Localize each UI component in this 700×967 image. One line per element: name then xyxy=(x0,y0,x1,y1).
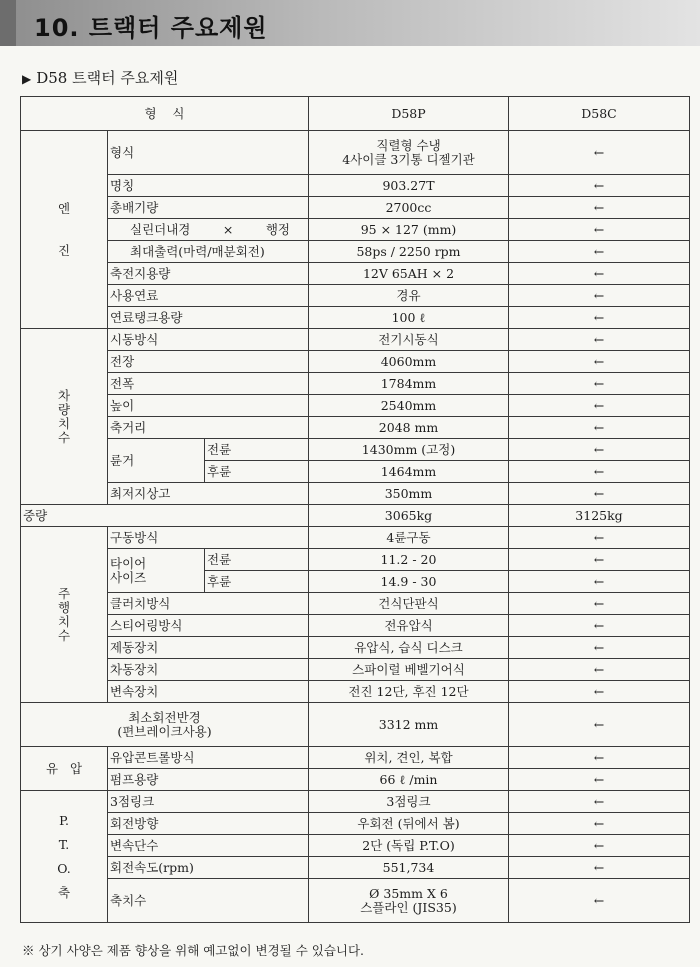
row-label: 축치수 xyxy=(108,879,309,923)
row-label: 변속장치 xyxy=(108,681,309,703)
page-title: 10. 트랙터 주요제원 xyxy=(34,14,268,42)
row-value-c: ← xyxy=(509,285,690,307)
table-row xyxy=(21,747,690,769)
row-value-p: 4륜구동 xyxy=(309,527,509,549)
row-value-c: ← xyxy=(509,307,690,329)
row-label: 전장 xyxy=(108,351,309,373)
row-label: 축거리 xyxy=(108,417,309,439)
row-value-c: ← xyxy=(509,637,690,659)
row-label: 축전지용량 xyxy=(108,263,309,285)
category-pto: P. T. O. 축 xyxy=(21,791,108,923)
table-header-row xyxy=(21,97,690,131)
row-value-c: ← xyxy=(509,241,690,263)
table-row xyxy=(21,395,690,417)
row-value-c: ← xyxy=(509,329,690,351)
section-subtitle xyxy=(22,67,178,88)
row-label-turning: 최소회전반경 (편브레이크사용) xyxy=(21,703,309,747)
row-value-c: 3125kg xyxy=(509,505,690,527)
page-header xyxy=(0,0,700,46)
row-value-c: ← xyxy=(509,197,690,219)
row-value-c: ← xyxy=(509,263,690,285)
table-row xyxy=(21,505,690,527)
row-label: 높이 xyxy=(108,395,309,417)
row-label: 3점링크 xyxy=(108,791,309,813)
row-value-p: Ø 35mm X 6 스플라인 (JIS35) xyxy=(309,879,509,923)
row-value-p: 14.9 - 30 xyxy=(309,571,509,593)
header-d58c: D58C xyxy=(509,97,690,131)
table-row xyxy=(21,703,690,747)
table-row xyxy=(21,681,690,703)
table-row xyxy=(21,615,690,637)
row-sublabel: 전륜 xyxy=(205,549,309,571)
row-label: 스티어링방식 xyxy=(108,615,309,637)
row-value-c: ← xyxy=(509,395,690,417)
row-value-c: ← xyxy=(509,439,690,461)
row-value-p: 3점링크 xyxy=(309,791,509,813)
spec-table xyxy=(20,96,690,923)
table-row xyxy=(21,285,690,307)
table-row xyxy=(21,351,690,373)
table-row xyxy=(21,857,690,879)
category-vehicle: 차 량 치 수 xyxy=(21,329,108,505)
row-value-p: 12V 65AH × 2 xyxy=(309,263,509,285)
row-label: 최저지상고 xyxy=(108,483,309,505)
row-label: 회전방향 xyxy=(108,813,309,835)
row-value-p: 1430mm (고정) xyxy=(309,439,509,461)
table-row xyxy=(21,175,690,197)
row-label: 실린더내경 × 행정 xyxy=(108,219,309,241)
row-value-p: 스파이럴 베벨기어식 xyxy=(309,659,509,681)
row-value-p: 58ps / 2250 rpm xyxy=(309,241,509,263)
row-label: 명칭 xyxy=(108,175,309,197)
row-label: 제동장치 xyxy=(108,637,309,659)
row-label-weight: 중량 xyxy=(21,505,309,527)
row-value-c: ← xyxy=(509,835,690,857)
row-value-c: ← xyxy=(509,373,690,395)
row-value-c: ← xyxy=(509,813,690,835)
row-label: 사용연료 xyxy=(108,285,309,307)
row-value-c: ← xyxy=(509,747,690,769)
category-hydraulic: 유 압 xyxy=(21,747,108,791)
table-row xyxy=(21,637,690,659)
row-label-tread: 륜거 xyxy=(108,439,205,483)
row-value-p: 3312 mm xyxy=(309,703,509,747)
row-value-p: 1464mm xyxy=(309,461,509,483)
row-value-c: ← xyxy=(509,791,690,813)
row-label: 클러치방식 xyxy=(108,593,309,615)
row-value-c: ← xyxy=(509,769,690,791)
row-value-p: 2단 (독립 P.T.O) xyxy=(309,835,509,857)
triangle-bullet-icon: ▶ xyxy=(22,72,32,86)
row-value-p: 우회전 (뒤에서 봄) xyxy=(309,813,509,835)
table-row xyxy=(21,835,690,857)
row-value-p: 95 × 127 (mm) xyxy=(309,219,509,241)
row-label-tire: 타이어 사이즈 xyxy=(108,549,205,593)
row-label: 펌프용량 xyxy=(108,769,309,791)
row-label: 최대출력(마력/매분회전) xyxy=(108,241,309,263)
table-row xyxy=(21,197,690,219)
row-value-p: 유압식, 습식 디스크 xyxy=(309,637,509,659)
row-value-c: ← xyxy=(509,417,690,439)
row-value-p: 66 ℓ /min xyxy=(309,769,509,791)
row-value-p: 위치, 견인, 복합 xyxy=(309,747,509,769)
footnote: ※ 상기 사양은 제품 향상을 위해 예고없이 변경될 수 있습니다. xyxy=(22,943,365,958)
row-value-p: 350mm xyxy=(309,483,509,505)
row-value-p: 2540mm xyxy=(309,395,509,417)
row-value-p: 11.2 - 20 xyxy=(309,549,509,571)
category-driving: 주 행 치 수 xyxy=(21,527,108,703)
row-label: 시동방식 xyxy=(108,329,309,351)
row-value-p: 2700cc xyxy=(309,197,509,219)
table-row xyxy=(21,373,690,395)
table-row xyxy=(21,813,690,835)
row-label: 총배기량 xyxy=(108,197,309,219)
table-row xyxy=(21,131,690,175)
subtitle-text: D58 트랙터 주요제원 xyxy=(36,69,179,87)
row-sublabel: 후륜 xyxy=(205,571,309,593)
row-label: 회전속도(rpm) xyxy=(108,857,309,879)
row-value-p: 전유압식 xyxy=(309,615,509,637)
row-value-c: ← xyxy=(509,659,690,681)
row-value-p: 전기시동식 xyxy=(309,329,509,351)
table-row xyxy=(21,307,690,329)
row-value-c: ← xyxy=(509,857,690,879)
table-row xyxy=(21,879,690,923)
table-row xyxy=(21,263,690,285)
row-sublabel: 전륜 xyxy=(205,439,309,461)
row-value-c: ← xyxy=(509,351,690,373)
table-row xyxy=(21,527,690,549)
row-value-p: 551,734 xyxy=(309,857,509,879)
row-value-p: 경유 xyxy=(309,285,509,307)
table-row xyxy=(21,659,690,681)
table-row xyxy=(21,439,690,461)
row-value-p: 2048 mm xyxy=(309,417,509,439)
row-value-c: ← xyxy=(509,879,690,923)
table-row xyxy=(21,791,690,813)
row-value-c: ← xyxy=(509,571,690,593)
row-value-c: ← xyxy=(509,527,690,549)
table-row xyxy=(21,417,690,439)
header-accent-bar xyxy=(0,0,16,46)
row-value-c: ← xyxy=(509,549,690,571)
row-label: 연료탱크용량 xyxy=(108,307,309,329)
row-value-p: 전진 12단, 후진 12단 xyxy=(309,681,509,703)
header-type: 형 식 xyxy=(21,97,309,131)
row-value-c: ← xyxy=(509,219,690,241)
row-label: 차동장치 xyxy=(108,659,309,681)
row-label: 형식 xyxy=(108,131,309,175)
row-value-p: 903.27T xyxy=(309,175,509,197)
row-value-p: 4060mm xyxy=(309,351,509,373)
row-value-p: 건식단판식 xyxy=(309,593,509,615)
category-engine: 엔 진 xyxy=(21,131,108,329)
table-row xyxy=(21,769,690,791)
row-value-c: ← xyxy=(509,483,690,505)
row-label: 변속단수 xyxy=(108,835,309,857)
row-label: 전폭 xyxy=(108,373,309,395)
table-row xyxy=(21,483,690,505)
row-label: 구동방식 xyxy=(108,527,309,549)
row-label: 유압콘트롤방식 xyxy=(108,747,309,769)
header-d58p: D58P xyxy=(309,97,509,131)
table-row xyxy=(21,241,690,263)
table-row xyxy=(21,593,690,615)
row-sublabel: 후륜 xyxy=(205,461,309,483)
table-row xyxy=(21,549,690,571)
row-value-c: ← xyxy=(509,461,690,483)
row-value-c: ← xyxy=(509,175,690,197)
row-value-p: 3065kg xyxy=(309,505,509,527)
row-value-c: ← xyxy=(509,703,690,747)
row-value-p: 100 ℓ xyxy=(309,307,509,329)
table-row xyxy=(21,219,690,241)
row-value-c: ← xyxy=(509,593,690,615)
row-value-c: ← xyxy=(509,615,690,637)
row-value-c: ← xyxy=(509,131,690,175)
row-value-p: 직렬형 수냉 4사이클 3기통 디젤기관 xyxy=(309,131,509,175)
row-value-p: 1784mm xyxy=(309,373,509,395)
row-value-c: ← xyxy=(509,681,690,703)
table-row xyxy=(21,329,690,351)
